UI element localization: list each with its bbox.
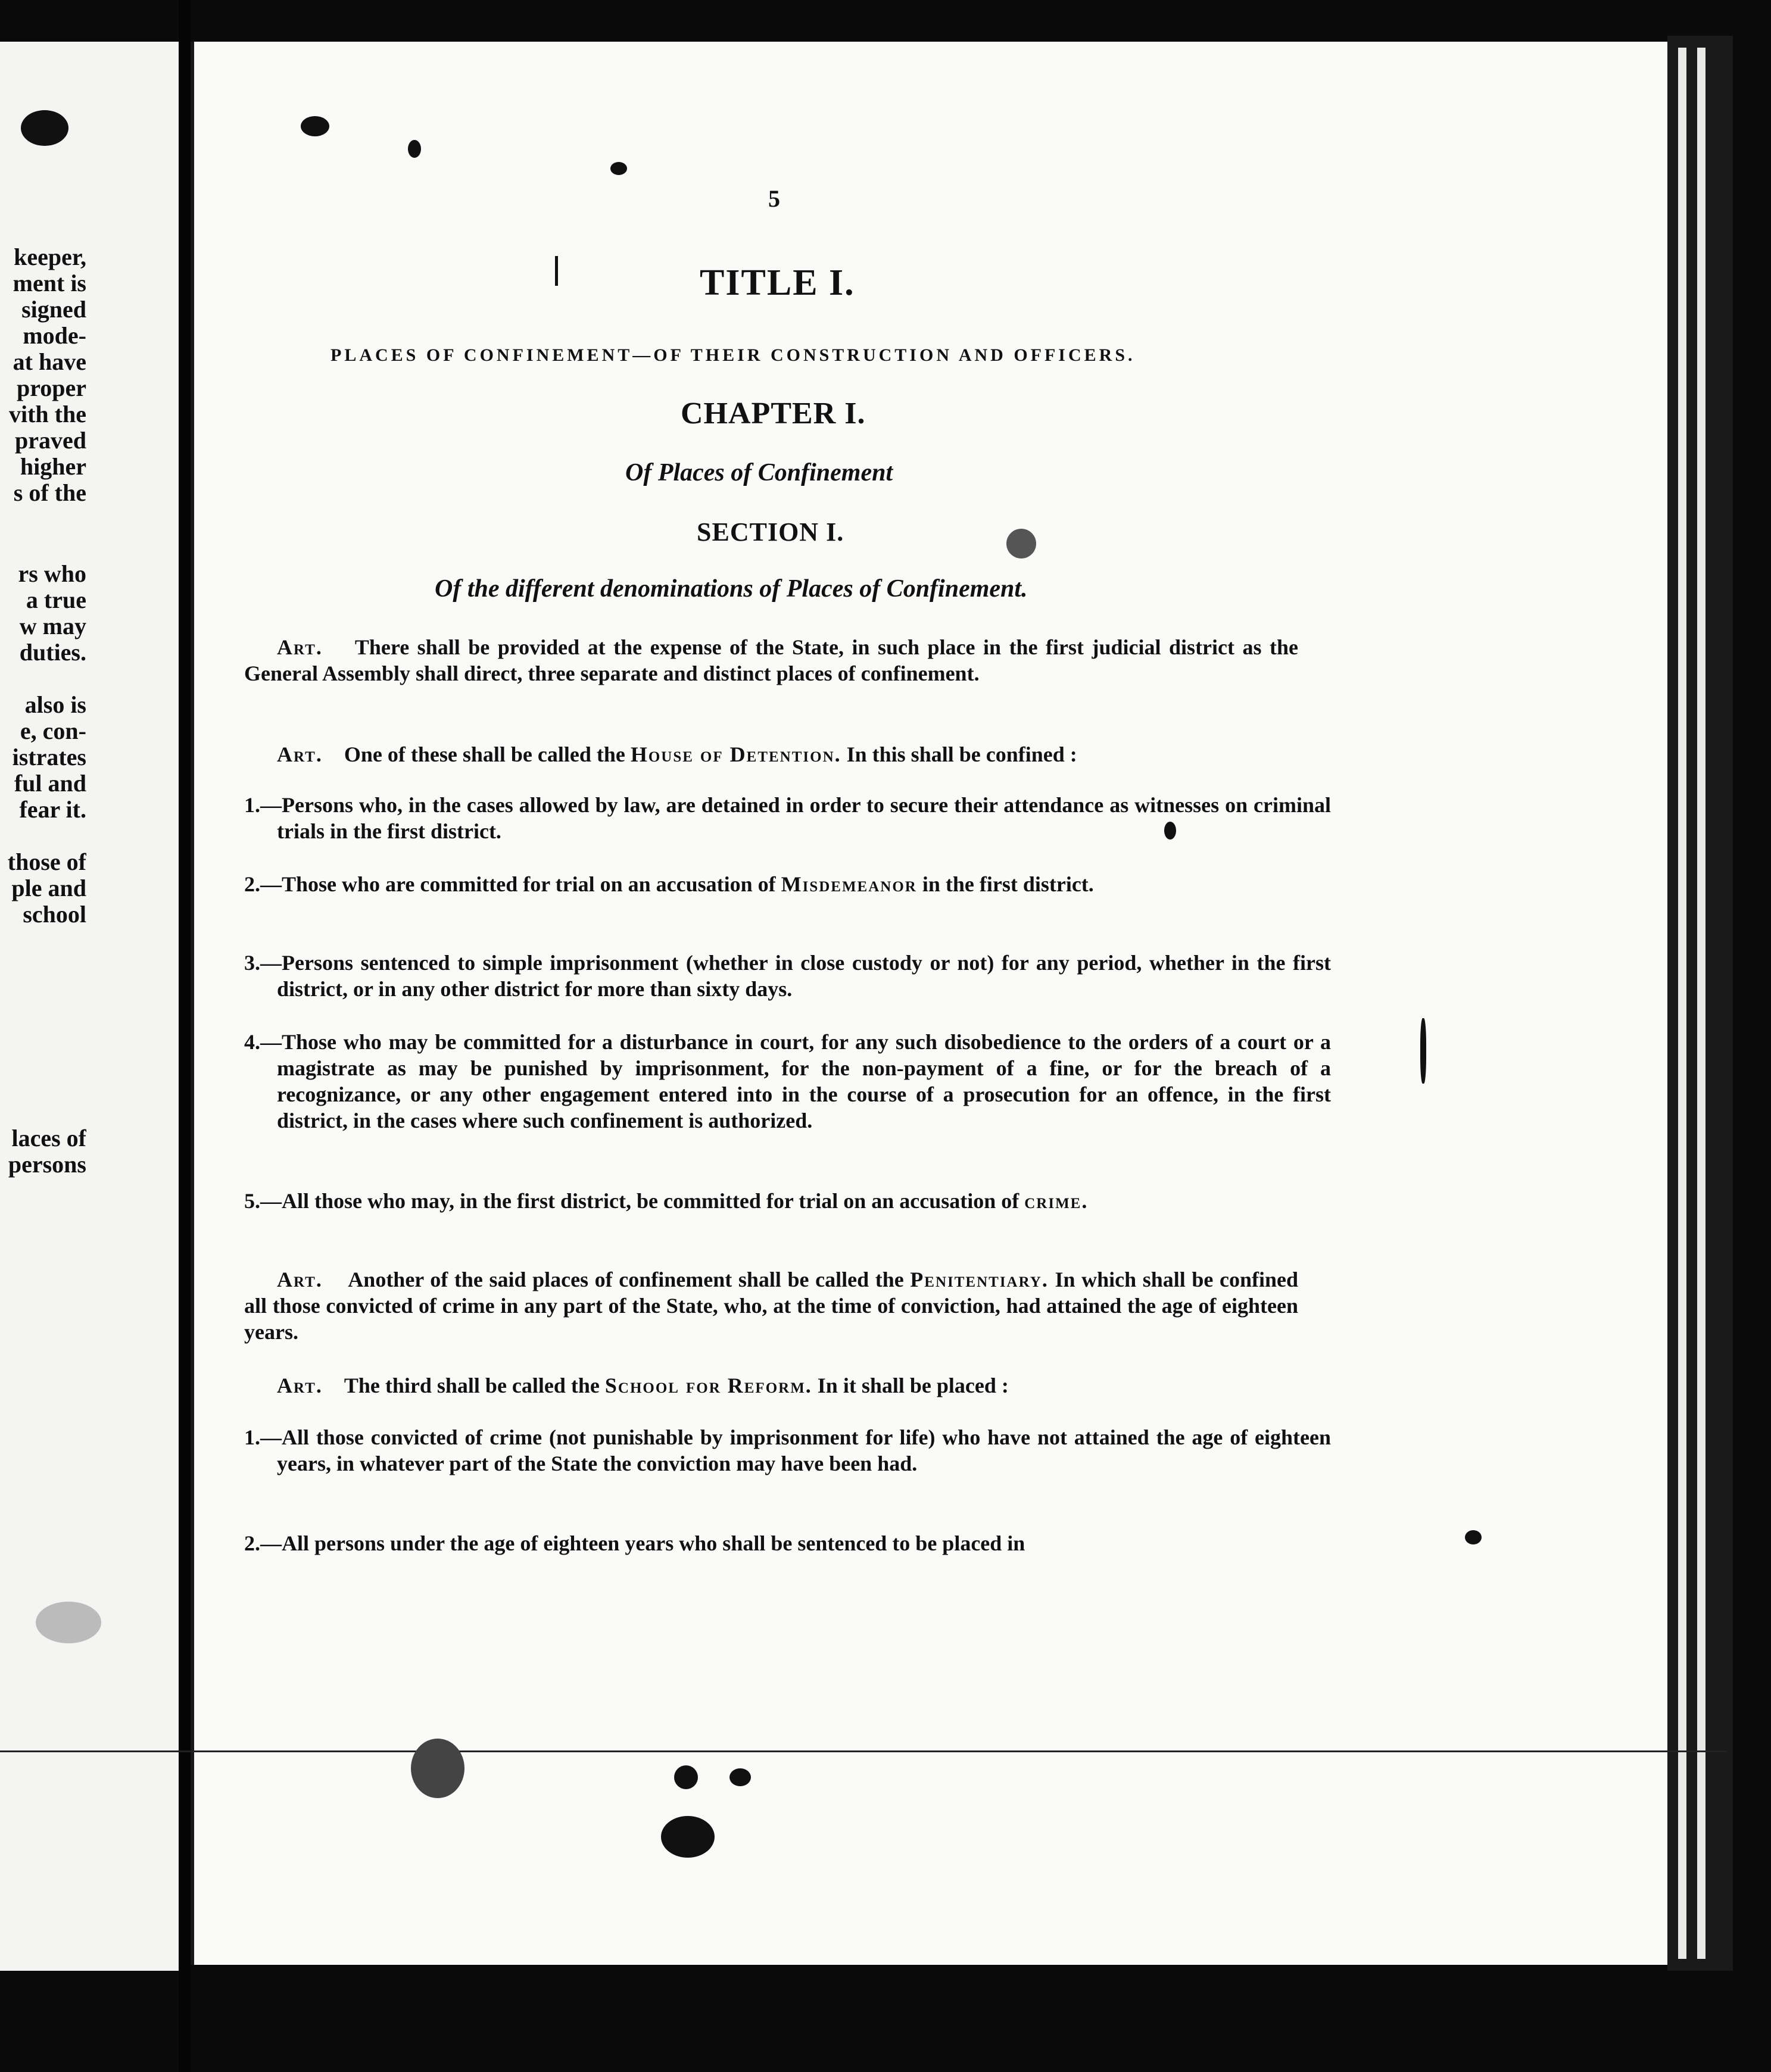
item-text: in the first district. [922,872,1094,896]
left-text-line: laces of [11,1125,86,1152]
article-label: Art. [277,1374,323,1397]
article-2-item-4: 4.—Those who may be committed for a disturbance in court, for any such disobedience to the orders of a court or a magistrate as may be punished by imprisonment, for the non-payment of a fine, or for the breach of a recognizance, or any other engagement entered into in the course of a prosecution for an offence, in the first district, in the cases where such confinement is authorized. [244,1030,1331,1132]
ink-blot [674,1765,698,1789]
article-2-item-3: 3.—Persons sentenced to simple imprisonment (whether in close custody or not) for any period, whether in the first district, or in any other district for more than sixty days. [244,951,1331,1001]
article-text: Another of the said places of confinement shall be called the [348,1268,904,1291]
page-edge [1667,36,1733,1971]
ink-blot [408,140,421,158]
page-edge-strip [1697,48,1705,1959]
left-text-line: a true [26,587,86,613]
ink-blot [411,1739,464,1798]
left-text-line: persons [8,1152,86,1178]
article-label: Art. [277,742,323,766]
article-4 [244,1372,1298,1399]
article-text: One of these shall be called the [344,742,625,766]
left-text-line: rs who [18,561,86,587]
left-text-line: those of [7,849,86,875]
left-text-line: proper [16,375,86,401]
left-page-fragment [0,42,179,1971]
left-text-line: signed [21,297,86,323]
chapter-heading: CHAPTER I. [681,397,866,430]
left-text-line: fear it. [19,797,86,823]
scan-mark [1420,1018,1426,1084]
ink-blot [1465,1530,1482,1544]
ink-blot [610,162,627,175]
left-text-line: ment is [13,270,86,297]
article-2-item-2 [244,871,1331,897]
item-term: crime. [1024,1189,1089,1213]
left-text-line: s of the [13,480,86,506]
item-term: Misdemeanor [781,872,917,896]
left-text-line: vith the [9,401,86,427]
chapter-subheading: Of Places of Confinement [625,459,893,486]
article-2-item-1: 1.—Persons who, in the cases allowed by law, are detained in order to secure their attendance as witnesses on criminal trials in the first district. [244,793,1331,843]
left-text-line: istrates [12,744,86,770]
ink-blot [301,116,329,136]
article-text: In this shall be confined : [846,742,1077,766]
article-term: Penitentiary. [910,1268,1049,1291]
left-text-line: ful and [14,770,86,797]
left-text-line: at have [13,349,86,375]
article-1 [244,634,1298,686]
book-gutter [179,0,191,2072]
ink-blot [21,110,68,146]
left-text-line: w may [19,613,86,639]
article-text: In which shall be confined all those convicted of crime in any part of the State, who, at the time of conviction, had attained the age of eighteen years. [244,1268,1298,1344]
article-text: The third shall be called the [344,1374,600,1397]
scan-mark [555,256,558,286]
left-text-line: higher [20,454,86,480]
page-edge-strip [1678,48,1686,1959]
ink-blot [1164,822,1176,840]
section-heading: SECTION I. [697,517,844,547]
article-4-item-2: 2.—All persons under the age of eighteen years who shall be sentenced to be placed in [244,1531,1025,1555]
ink-blot [729,1768,751,1786]
left-text-line: duties. [19,639,86,666]
left-text-line: e, con- [20,718,86,744]
left-text-line: school [23,901,86,928]
left-text-line: also is [24,692,86,718]
article-2 [244,741,1298,767]
left-text-line: keeper, [14,244,86,270]
left-text-line: ple and [11,875,86,901]
section-subheading: Of the different denominations of Places of Confinement. [435,575,1028,603]
article-2-item-5 [244,1188,1331,1214]
item-text: 5.—All those who may, in the first district, be committed for trial on an accusation of [244,1189,1019,1213]
page-number: 5 [768,185,780,212]
left-text-line: praved [15,427,86,454]
article-label: Art. [277,635,323,659]
article-4-item-1: 1.—All those convicted of crime (not punishable by imprisonment for life) who have not attained the age of eighteen years, in whatever part of the State the conviction may have been had. [244,1425,1331,1475]
article-text: In it shall be placed : [817,1374,1009,1397]
article-label: Art. [277,1268,323,1291]
main-page [191,42,1671,1965]
title-subheading: PLACES OF CONFINEMENT—OF THEIR CONSTRUCTION AND OFFICERS. [330,345,1136,365]
item-text: 2.—Those who are committed for trial on an accusation of [244,872,776,896]
ink-blot [1006,529,1036,558]
left-text-line: mode- [23,323,86,349]
scan-rule-line [0,1750,1727,1752]
article-term: House of Detention. [630,742,841,766]
title-heading: TITLE I. [700,263,855,303]
ink-blot [36,1602,101,1643]
article-term: School for Reform. [604,1374,812,1397]
ink-blot [661,1816,715,1858]
article-text: There shall be provided at the expense of the State, in such place in the first judicial district as the General Assembly shall direct, three separate and distinct places of confinement. [244,635,1298,685]
article-3 [244,1266,1298,1345]
